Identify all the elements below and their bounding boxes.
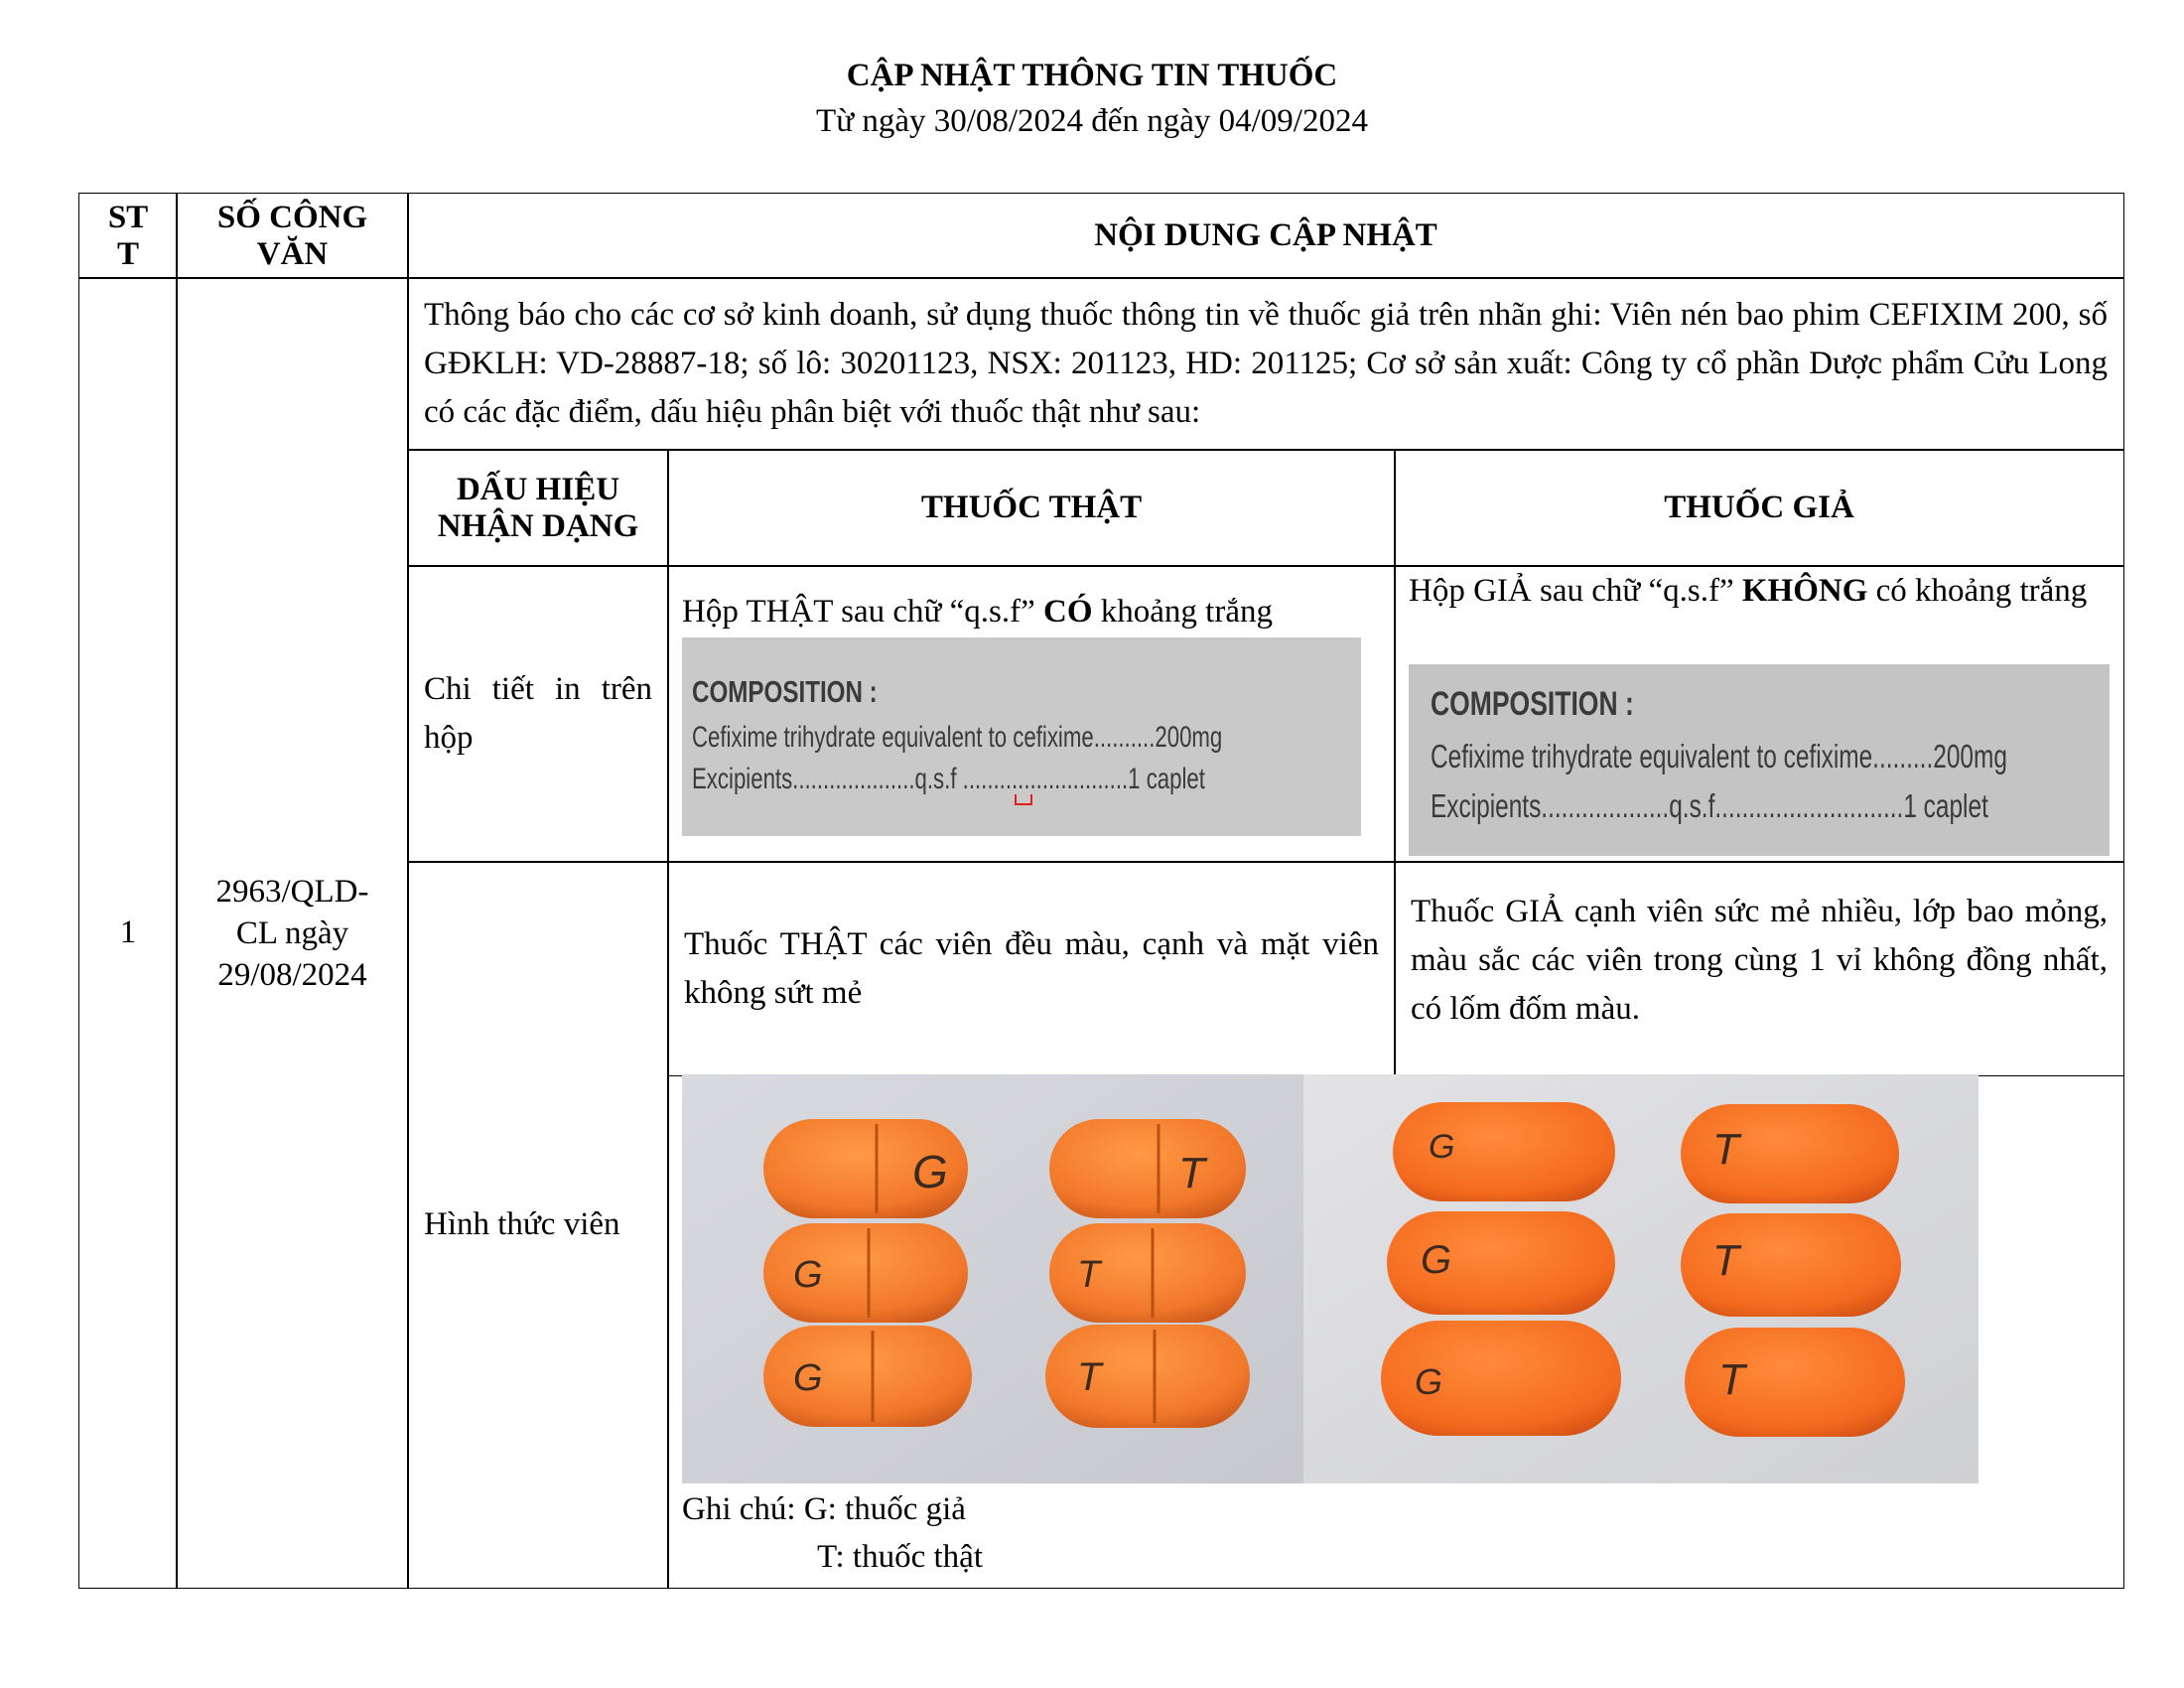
pill-note-line1: Ghi chú: G: thuốc giả	[682, 1491, 966, 1527]
gia-caption-bold: KHÔNG	[1741, 573, 1868, 609]
gia-box-caption	[1409, 568, 2110, 615]
gia-pill-label-g2: G	[1421, 1238, 1452, 1282]
that-pill-label-t3: T	[1077, 1355, 1102, 1399]
that-caption-bold: CÓ	[1043, 594, 1093, 630]
gia-pill-photo	[1303, 1074, 1979, 1483]
that-pill-label-g3: G	[793, 1357, 823, 1399]
gia-pill-label-t2: T	[1712, 1236, 1739, 1285]
gia-pill-label-g3: G	[1415, 1361, 1443, 1402]
gia-pill-svg	[1303, 1074, 1979, 1483]
label-chi-tiet: Chi tiết in trên hộp	[407, 565, 669, 863]
that-pill-t1	[1049, 1119, 1246, 1218]
gia-pill-label-t3: T	[1718, 1355, 1745, 1404]
gia-box-photo	[1409, 664, 2110, 856]
that-pill-t3	[1045, 1325, 1250, 1428]
row-so-cong-van: 2963/QLD-CL ngày 29/08/2024	[176, 277, 409, 1589]
label-hinh-thuc: Hình thức viên	[407, 861, 669, 1589]
page-title: CẬP NHẬT THÔNG TIN THUỐC	[846, 58, 1338, 93]
that-pill-photo	[682, 1074, 1303, 1483]
gia-caption-text-a: Hộp GIẢ sau chữ “q.s.f”	[1409, 573, 1742, 609]
that-box-photo	[682, 637, 1361, 836]
that-pill-svg	[682, 1074, 1303, 1483]
that-box-line2: Excipients....................q.s.f ...........................1 caplet	[692, 763, 1205, 795]
subheader-thuoc-that: THUỐC THẬT	[667, 449, 1396, 567]
gia-box-line2: Excipients...................q.s.f............................1 caplet	[1431, 787, 1988, 824]
row-stt: 1	[78, 277, 178, 1589]
subheader-thuoc-gia: THUỐC GIẢ	[1394, 449, 2124, 567]
gia-hinh-thuc-text: Thuốc GIẢ cạnh viên sức mẻ nhiều, lớp bao mỏng, màu sắc các viên trong cùng 1 vỉ không đồng nhất, có lốm đốm màu.	[1394, 861, 2124, 1076]
that-pill-label-t1: T	[1178, 1149, 1205, 1197]
cell-gia-chi-tiet	[1394, 565, 2124, 863]
col-header-so-cong-van: SỐ CÔNG VĂN	[176, 193, 409, 279]
that-box-line1: Cefixime trihydrate equivalent to cefixime..........200mg	[692, 721, 1223, 754]
that-caption-text-a: Hộp THẬT sau chữ “q.s.f”	[682, 594, 1044, 630]
gia-caption-text-b: có khoảng trắng	[1867, 573, 2088, 609]
pill-note-line2: T: thuốc thật	[817, 1539, 983, 1575]
gia-pill-label-t1: T	[1712, 1125, 1739, 1174]
that-box-composition: COMPOSITION :	[692, 674, 878, 709]
that-pill-label-t2: T	[1077, 1254, 1101, 1296]
that-hinh-thuc-text: Thuốc THẬT các viên đều màu, cạnh và mặt viên không sứt mẻ	[667, 861, 1396, 1076]
subheader-dau-hieu: DẤU HIỆU NHẬN DẠNG	[407, 449, 669, 567]
that-box-caption	[682, 588, 1273, 636]
col-header-stt: ST T	[78, 193, 178, 279]
gia-box-composition: COMPOSITION :	[1431, 685, 1634, 723]
gia-pill-label-g1: G	[1429, 1128, 1455, 1166]
that-pill-label-g2: G	[793, 1254, 823, 1296]
col-header-noi-dung: NỘI DUNG CẬP NHẬT	[407, 193, 2124, 279]
page-subtitle: Từ ngày 30/08/2024 đến ngày 04/09/2024	[816, 103, 1368, 139]
gia-box-line1: Cefixime trihydrate equivalent to cefixime.........200mg	[1431, 738, 2007, 774]
that-pill-label-g1: G	[912, 1146, 948, 1197]
that-caption-text-b: khoảng trắng	[1092, 594, 1273, 630]
cell-pill-photo	[667, 1074, 2124, 1589]
gia-pill-g1	[1393, 1102, 1615, 1201]
space-marker-icon	[1015, 794, 1032, 805]
intro-text: Thông báo cho các cơ sở kinh doanh, sử dụng thuốc thông tin về thuốc giả trên nhãn ghi: Viên nén bao phim CEFIXIM 200, số GĐKLH: VD-28887-18; số lô: 30201123, NSX: 201123, HD: 201125; Cơ sở sản xuất: Công ty cổ phần Dược phẩm Cửu Long có các đặc điểm, dấu hiệu phân biệt với thuốc thật như sau:	[407, 277, 2124, 451]
cell-that-chi-tiet	[667, 565, 1396, 863]
